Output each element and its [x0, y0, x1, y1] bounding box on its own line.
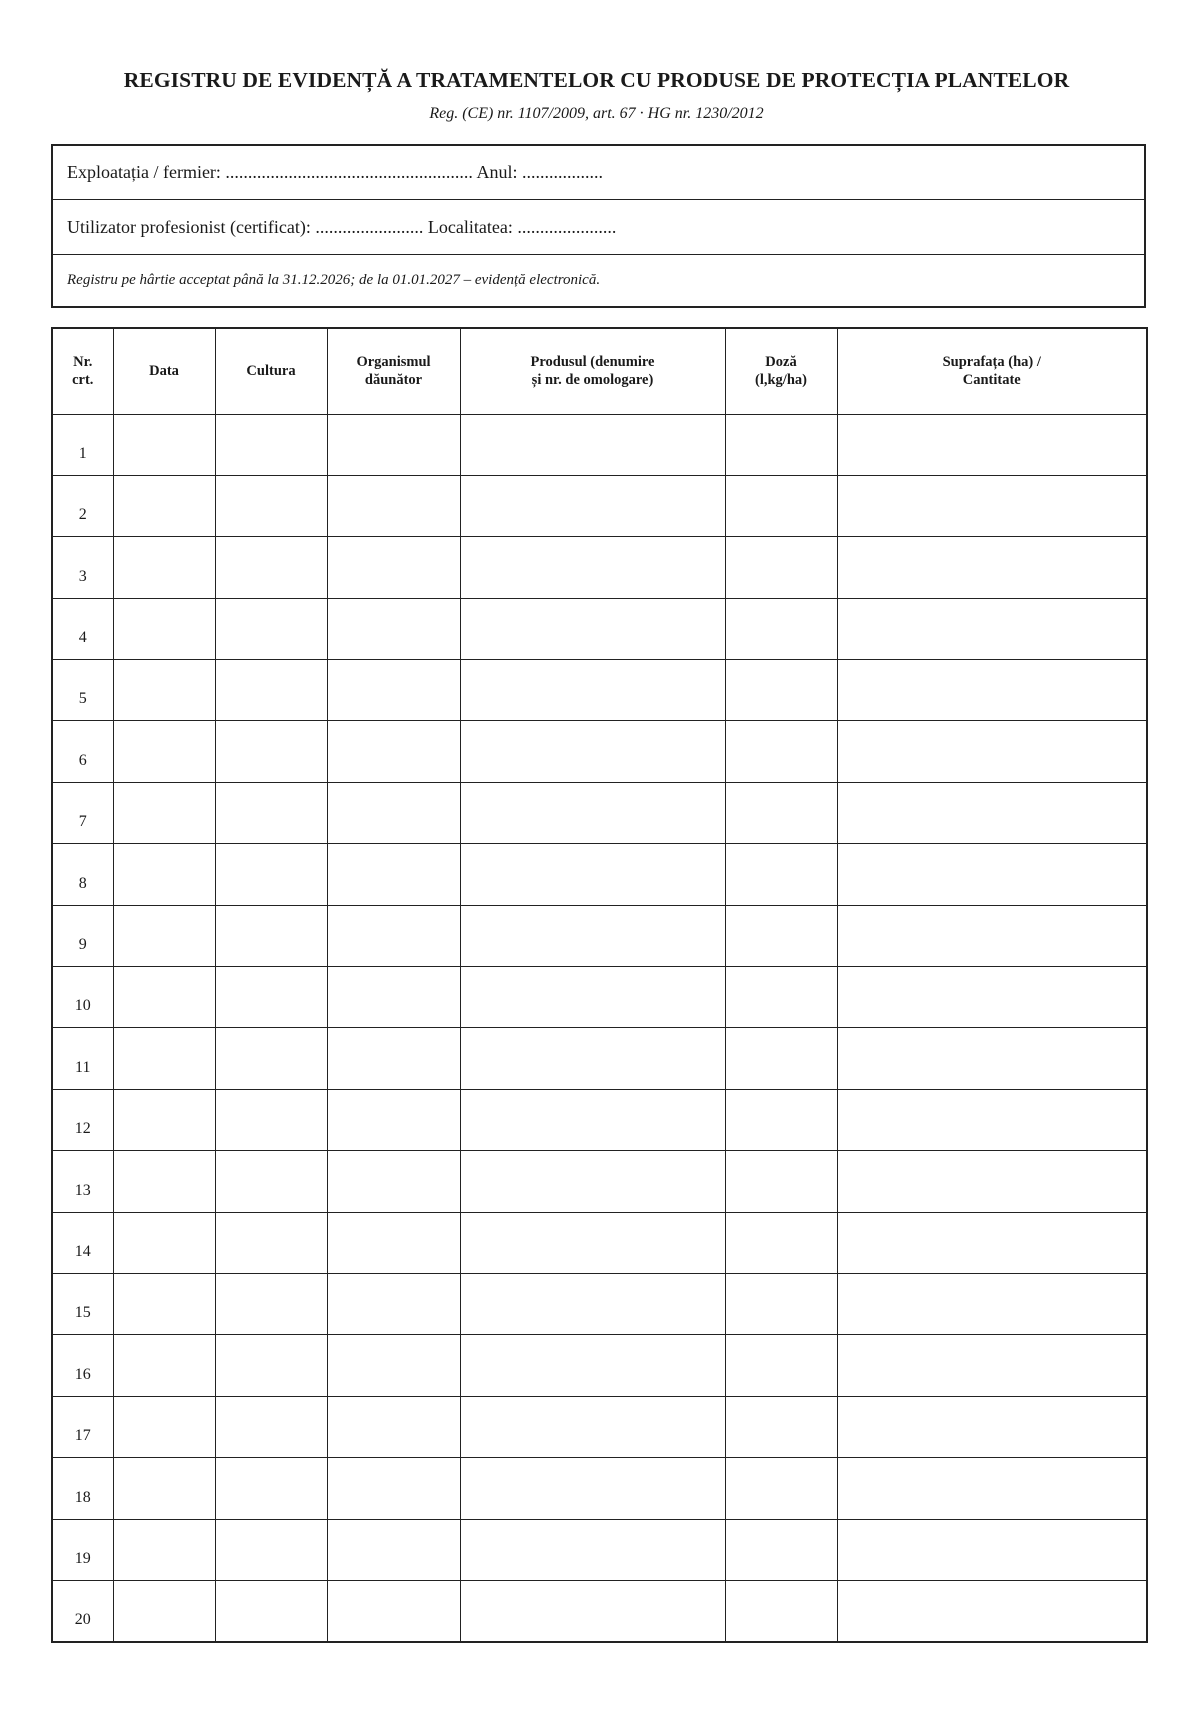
product-cell[interactable] — [460, 1028, 725, 1089]
area-quantity-cell[interactable] — [837, 537, 1147, 598]
row-number: 13 — [52, 1151, 113, 1212]
column-header-pest: Organismul dăunător — [327, 328, 460, 414]
dose-cell[interactable] — [725, 721, 837, 782]
area-quantity-cell[interactable] — [837, 721, 1147, 782]
product-cell[interactable] — [460, 1519, 725, 1580]
dose-cell[interactable] — [725, 598, 837, 659]
product-cell[interactable] — [460, 475, 725, 536]
pest-cell[interactable] — [327, 844, 460, 905]
product-cell[interactable] — [460, 1089, 725, 1150]
treatment-register-table — [51, 327, 1148, 1643]
product-cell[interactable] — [460, 414, 725, 475]
table-row — [52, 1335, 1147, 1396]
date-cell[interactable] — [113, 598, 215, 659]
table-row — [52, 721, 1147, 782]
area-quantity-cell[interactable] — [837, 414, 1147, 475]
product-cell[interactable] — [460, 537, 725, 598]
dose-cell[interactable] — [725, 1151, 837, 1212]
table-row — [52, 1151, 1147, 1212]
area-quantity-cell[interactable] — [837, 1458, 1147, 1519]
area-quantity-cell[interactable] — [837, 967, 1147, 1028]
crop-cell[interactable] — [215, 660, 327, 721]
area-quantity-cell[interactable] — [837, 1335, 1147, 1396]
table-row — [52, 1519, 1147, 1580]
legal-reference-subtitle: Reg. (CE) nr. 1107/2009, art. 67 · HG nr. 1230/2012 — [429, 105, 764, 122]
table-header-row — [52, 328, 1147, 414]
table-row — [52, 1273, 1147, 1334]
crop-cell[interactable] — [215, 905, 327, 966]
area-quantity-cell[interactable] — [837, 1212, 1147, 1273]
row-number: 4 — [52, 598, 113, 659]
area-quantity-cell[interactable] — [837, 1089, 1147, 1150]
pest-cell[interactable] — [327, 660, 460, 721]
product-cell[interactable] — [460, 905, 725, 966]
date-cell[interactable] — [113, 721, 215, 782]
dose-cell[interactable] — [725, 414, 837, 475]
table-row — [52, 660, 1147, 721]
product-cell[interactable] — [460, 1458, 725, 1519]
crop-cell[interactable] — [215, 1028, 327, 1089]
area-quantity-cell[interactable] — [837, 660, 1147, 721]
crop-cell[interactable] — [215, 1089, 327, 1150]
date-cell[interactable] — [113, 1212, 215, 1273]
row-number: 2 — [52, 475, 113, 536]
row-number: 15 — [52, 1273, 113, 1334]
date-cell[interactable] — [113, 1458, 215, 1519]
area-quantity-cell[interactable] — [837, 905, 1147, 966]
table-row — [52, 1089, 1147, 1150]
row-number: 1 — [52, 414, 113, 475]
dose-cell[interactable] — [725, 1089, 837, 1150]
crop-cell[interactable] — [215, 1212, 327, 1273]
crop-cell[interactable] — [215, 721, 327, 782]
area-quantity-cell[interactable] — [837, 1028, 1147, 1089]
dose-cell[interactable] — [725, 782, 837, 843]
dose-cell[interactable] — [725, 905, 837, 966]
column-header-date: Data — [113, 328, 215, 414]
dose-cell[interactable] — [725, 1028, 837, 1089]
dose-cell[interactable] — [725, 1458, 837, 1519]
product-cell[interactable] — [460, 660, 725, 721]
crop-cell[interactable] — [215, 967, 327, 1028]
dose-cell[interactable] — [725, 537, 837, 598]
dose-cell[interactable] — [725, 1212, 837, 1273]
farm-and-year-field[interactable]: Exploatația / fermier: ....................................................... Anul: .................. — [53, 146, 1144, 200]
column-header-product: Produsul (denumire și nr. de omologare) — [460, 328, 725, 414]
product-cell[interactable] — [460, 1212, 725, 1273]
date-cell[interactable] — [113, 1028, 215, 1089]
area-quantity-cell[interactable] — [837, 1396, 1147, 1457]
area-quantity-cell[interactable] — [837, 844, 1147, 905]
row-number: 16 — [52, 1335, 113, 1396]
crop-cell[interactable] — [215, 844, 327, 905]
row-number: 5 — [52, 660, 113, 721]
crop-cell[interactable] — [215, 537, 327, 598]
pest-cell[interactable] — [327, 1458, 460, 1519]
pest-cell[interactable] — [327, 1028, 460, 1089]
date-cell[interactable] — [113, 1580, 215, 1641]
product-cell[interactable] — [460, 967, 725, 1028]
date-cell[interactable] — [113, 1335, 215, 1396]
date-cell[interactable] — [113, 537, 215, 598]
row-number: 20 — [52, 1580, 113, 1641]
date-cell[interactable] — [113, 475, 215, 536]
register-validity-note: Registru pe hârtie acceptat până la 31.12.2026; de la 01.01.2027 – evidență electronică. — [67, 272, 601, 288]
page-title: REGISTRU DE EVIDENȚĂ A TRATAMENTELOR CU PRODUSE DE PROTECȚIA PLANTELOR — [123, 68, 1070, 92]
crop-cell[interactable] — [215, 1335, 327, 1396]
table-row — [52, 1458, 1147, 1519]
date-cell[interactable] — [113, 905, 215, 966]
table-row — [52, 1212, 1147, 1273]
pest-cell[interactable] — [327, 537, 460, 598]
dose-cell[interactable] — [725, 1580, 837, 1641]
pest-cell[interactable] — [327, 967, 460, 1028]
date-cell[interactable] — [113, 844, 215, 905]
row-number: 19 — [52, 1519, 113, 1580]
product-cell[interactable] — [460, 1151, 725, 1212]
crop-cell[interactable] — [215, 1273, 327, 1334]
table-row — [52, 967, 1147, 1028]
pest-cell[interactable] — [327, 1396, 460, 1457]
area-quantity-cell[interactable] — [837, 1151, 1147, 1212]
crop-cell[interactable] — [215, 1580, 327, 1641]
pest-cell[interactable] — [327, 1519, 460, 1580]
row-number: 6 — [52, 721, 113, 782]
product-cell[interactable] — [460, 782, 725, 843]
date-cell[interactable] — [113, 1089, 215, 1150]
column-header-crop: Cultura — [215, 328, 327, 414]
column-header-dose: Doză (l,kg/ha) — [725, 328, 837, 414]
pest-cell[interactable] — [327, 782, 460, 843]
pest-cell[interactable] — [327, 1580, 460, 1641]
product-cell[interactable] — [460, 598, 725, 659]
holder-info-box — [51, 144, 1146, 308]
dose-cell[interactable] — [725, 1519, 837, 1580]
row-number: 3 — [52, 537, 113, 598]
row-number: 18 — [52, 1458, 113, 1519]
crop-cell[interactable] — [215, 598, 327, 659]
table-row — [52, 475, 1147, 536]
dose-cell[interactable] — [725, 1335, 837, 1396]
dose-cell[interactable] — [725, 967, 837, 1028]
row-number: 10 — [52, 967, 113, 1028]
column-header-nr: Nr. crt. — [52, 328, 113, 414]
dose-cell[interactable] — [725, 475, 837, 536]
table-row — [52, 598, 1147, 659]
row-number: 17 — [52, 1396, 113, 1457]
area-quantity-cell[interactable] — [837, 475, 1147, 536]
crop-cell[interactable] — [215, 1519, 327, 1580]
table-row — [52, 1580, 1147, 1641]
date-cell[interactable] — [113, 1273, 215, 1334]
table-row — [52, 537, 1147, 598]
table-row — [52, 782, 1147, 843]
pest-cell[interactable] — [327, 1212, 460, 1273]
crop-cell[interactable] — [215, 1396, 327, 1457]
date-cell[interactable] — [113, 660, 215, 721]
area-quantity-cell[interactable] — [837, 1580, 1147, 1641]
date-cell[interactable] — [113, 414, 215, 475]
table-row — [52, 844, 1147, 905]
row-number: 14 — [52, 1212, 113, 1273]
date-cell[interactable] — [113, 967, 215, 1028]
pest-cell[interactable] — [327, 1273, 460, 1334]
area-quantity-cell[interactable] — [837, 1519, 1147, 1580]
pest-cell[interactable] — [327, 1089, 460, 1150]
crop-cell[interactable] — [215, 782, 327, 843]
area-quantity-cell[interactable] — [837, 1273, 1147, 1334]
dose-cell[interactable] — [725, 844, 837, 905]
pest-cell[interactable] — [327, 905, 460, 966]
pest-cell[interactable] — [327, 598, 460, 659]
table-row — [52, 1028, 1147, 1089]
crop-cell[interactable] — [215, 1151, 327, 1212]
product-cell[interactable] — [460, 1273, 725, 1334]
crop-cell[interactable] — [215, 1458, 327, 1519]
area-quantity-cell[interactable] — [837, 598, 1147, 659]
product-cell[interactable] — [460, 1580, 725, 1641]
table-body — [52, 414, 1147, 1642]
product-cell[interactable] — [460, 844, 725, 905]
table-row — [52, 1396, 1147, 1457]
product-cell[interactable] — [460, 1396, 725, 1457]
crop-cell[interactable] — [215, 475, 327, 536]
pest-cell[interactable] — [327, 475, 460, 536]
date-cell[interactable] — [113, 1519, 215, 1580]
date-cell[interactable] — [113, 1151, 215, 1212]
row-number: 12 — [52, 1089, 113, 1150]
row-number: 11 — [52, 1028, 113, 1089]
dose-cell[interactable] — [725, 1273, 837, 1334]
area-quantity-cell[interactable] — [837, 782, 1147, 843]
column-header-area-quantity: Suprafața (ha) / Cantitate — [837, 328, 1147, 414]
pest-cell[interactable] — [327, 414, 460, 475]
row-number: 9 — [52, 905, 113, 966]
date-cell[interactable] — [113, 782, 215, 843]
row-number: 7 — [52, 782, 113, 843]
product-cell[interactable] — [460, 1335, 725, 1396]
pest-cell[interactable] — [327, 1335, 460, 1396]
product-cell[interactable] — [460, 721, 725, 782]
pest-cell[interactable] — [327, 1151, 460, 1212]
date-cell[interactable] — [113, 1396, 215, 1457]
row-number: 8 — [52, 844, 113, 905]
table-row — [52, 414, 1147, 475]
user-and-locality-field[interactable]: Utilizator profesionist (certificat): ........................ Localitatea: ...................... — [53, 200, 1144, 255]
table-row — [52, 905, 1147, 966]
dose-cell[interactable] — [725, 660, 837, 721]
crop-cell[interactable] — [215, 414, 327, 475]
dose-cell[interactable] — [725, 1396, 837, 1457]
pest-cell[interactable] — [327, 721, 460, 782]
